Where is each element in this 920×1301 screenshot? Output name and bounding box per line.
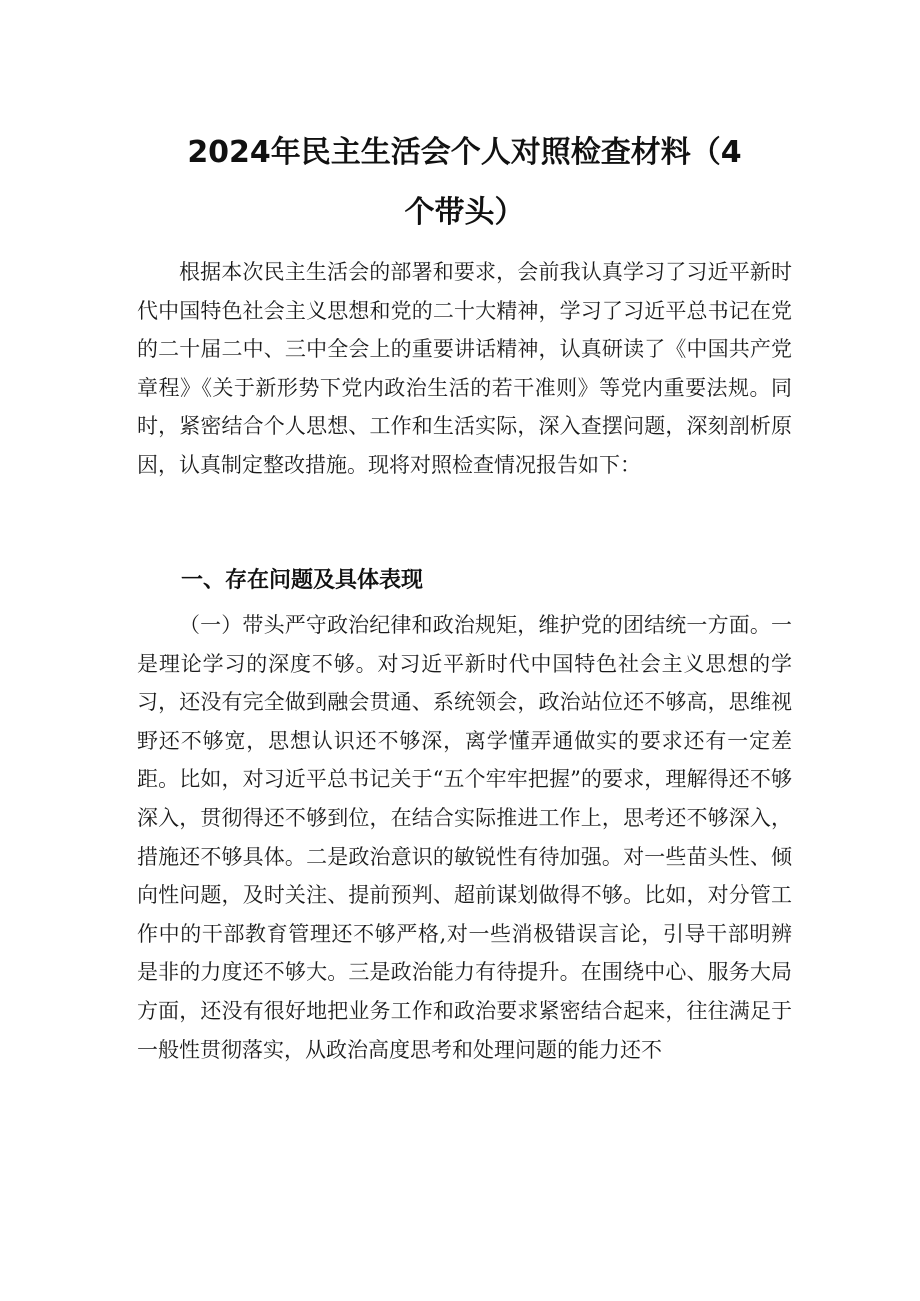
intro-paragraph: 根据本次民主生活会的部署和要求，会前我认真学习了习近平新时代中国特色社会主义思想和党的二十大精神，学习了习近平总书记在党的二十届二中、三中全会上的重要讲话精神，认真研读了《中国共产党章程》《关于新形势下党内政治生活的若干准则》等党内重要法规。同时，紧密结合个人思想、工作和生活实际，深入查摆问题，深刻剖析原因，认真制定整改措施。现将对照检查情况报告如下： [137, 260, 792, 477]
section-paragraph: （一）带头严守政治纪律和政治规矩，维护党的团结统一方面。一是理论学习的深度不够。对习近平新时代中国特色社会主义思想的学习，还没有完全做到融会贯通、系统领会，政治站位还不够高，思维视野还不够宽，思想认识还不够深，离学懂弄通做实的要求还有一定差距。比如，对习近平总书记关于“五个牢牢把握”的要求，理解得还不够深入，贯彻得还不够到位，在结合实际推进工作上，思考还不够深入，措施还不够具体。二是政治意识的敏锐性有待加强。对一些苗头性、倾向性问题，及时关注、提前预判、超前谋划做得不够。比如，对分管工作中的干部教育管理还不够严格,对一些消极错误言论，引导干部明辨是非的力度还不够大。三是政治能力有待提升。在围绕中心、服务大局方面，还没有很好地把业务工作和政治要求紧密结合起来，往往满足于一般性贯彻落实，从政治高度思考和处理问题的能力还不 [137, 613, 792, 1062]
document-title-line-1: 2024年民主生活会个人对照检查材料（4 [187, 135, 742, 170]
section-heading: 一、存在问题及具体表现 [181, 568, 424, 593]
document-title-line-2: 个带头） [404, 195, 525, 230]
